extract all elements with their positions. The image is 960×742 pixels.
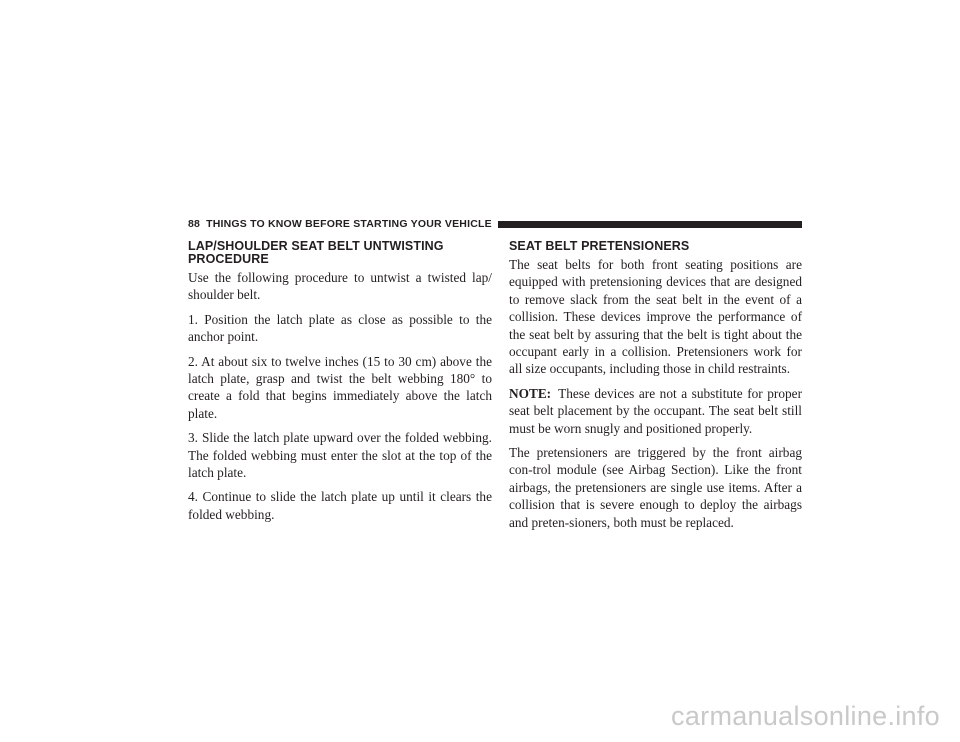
note-text: These devices are not a substitute for proper seat belt placement by the occupant. The seat belt still must be worn snugly and positioned properly. [509,385,802,436]
page-header [188,217,802,231]
note-label: NOTE: [509,385,552,401]
step-4: 4. Continue to slide the latch plate up until it clears the folded webbing. [188,489,492,522]
page-number: 88 [188,218,201,230]
step-3: 3. Slide the latch plate upward over the folded webbing. The folded webbing must enter the slot at the top of the latch plate. [188,430,492,481]
pretensioners-paragraph: The seat belts for both front seating positions are equipped with pretensioning devices that are designed to remove slack from the seat belt in the event of a collision. These devices improve the performance of the seat belt by assuring that the belt is tight about the occupant early in a collision. Pretensioners work for all size occupants, including those in child restraints. [509,257,802,377]
section-title: THINGS TO KNOW BEFORE STARTING YOUR VEHICLE [206,218,492,230]
left-column [188,240,492,530]
intro-paragraph: Use the following procedure to untwist a twisted lap/ shoulder belt. [188,270,492,303]
pretensioners-heading: SEAT BELT PRETENSIONERS [509,239,690,253]
note-paragraph [509,385,802,437]
right-column [509,240,802,538]
trigger-paragraph: The pretensioners are triggered by the front airbag con-trol module (see Airbag Section). Like the front airbags, the pretensioners are single use items. After a collision that is severe enough to deploy the airbags and preten-sioners, both must be replaced. [509,445,802,530]
untwisting-procedure-heading: LAP/SHOULDER SEAT BELT UNTWISTING PROCEDURE [188,239,444,266]
header-rule [498,221,802,228]
step-1: 1. Position the latch plate as close as possible to the anchor point. [188,311,492,345]
step-2: 2. At about six to twelve inches (15 to 30 cm) above the latch plate, grasp and twist the belt webbing 180° to create a fold that begins immediately above the latch plate. [188,353,492,421]
watermark: carmanualsonline.info [671,701,940,731]
